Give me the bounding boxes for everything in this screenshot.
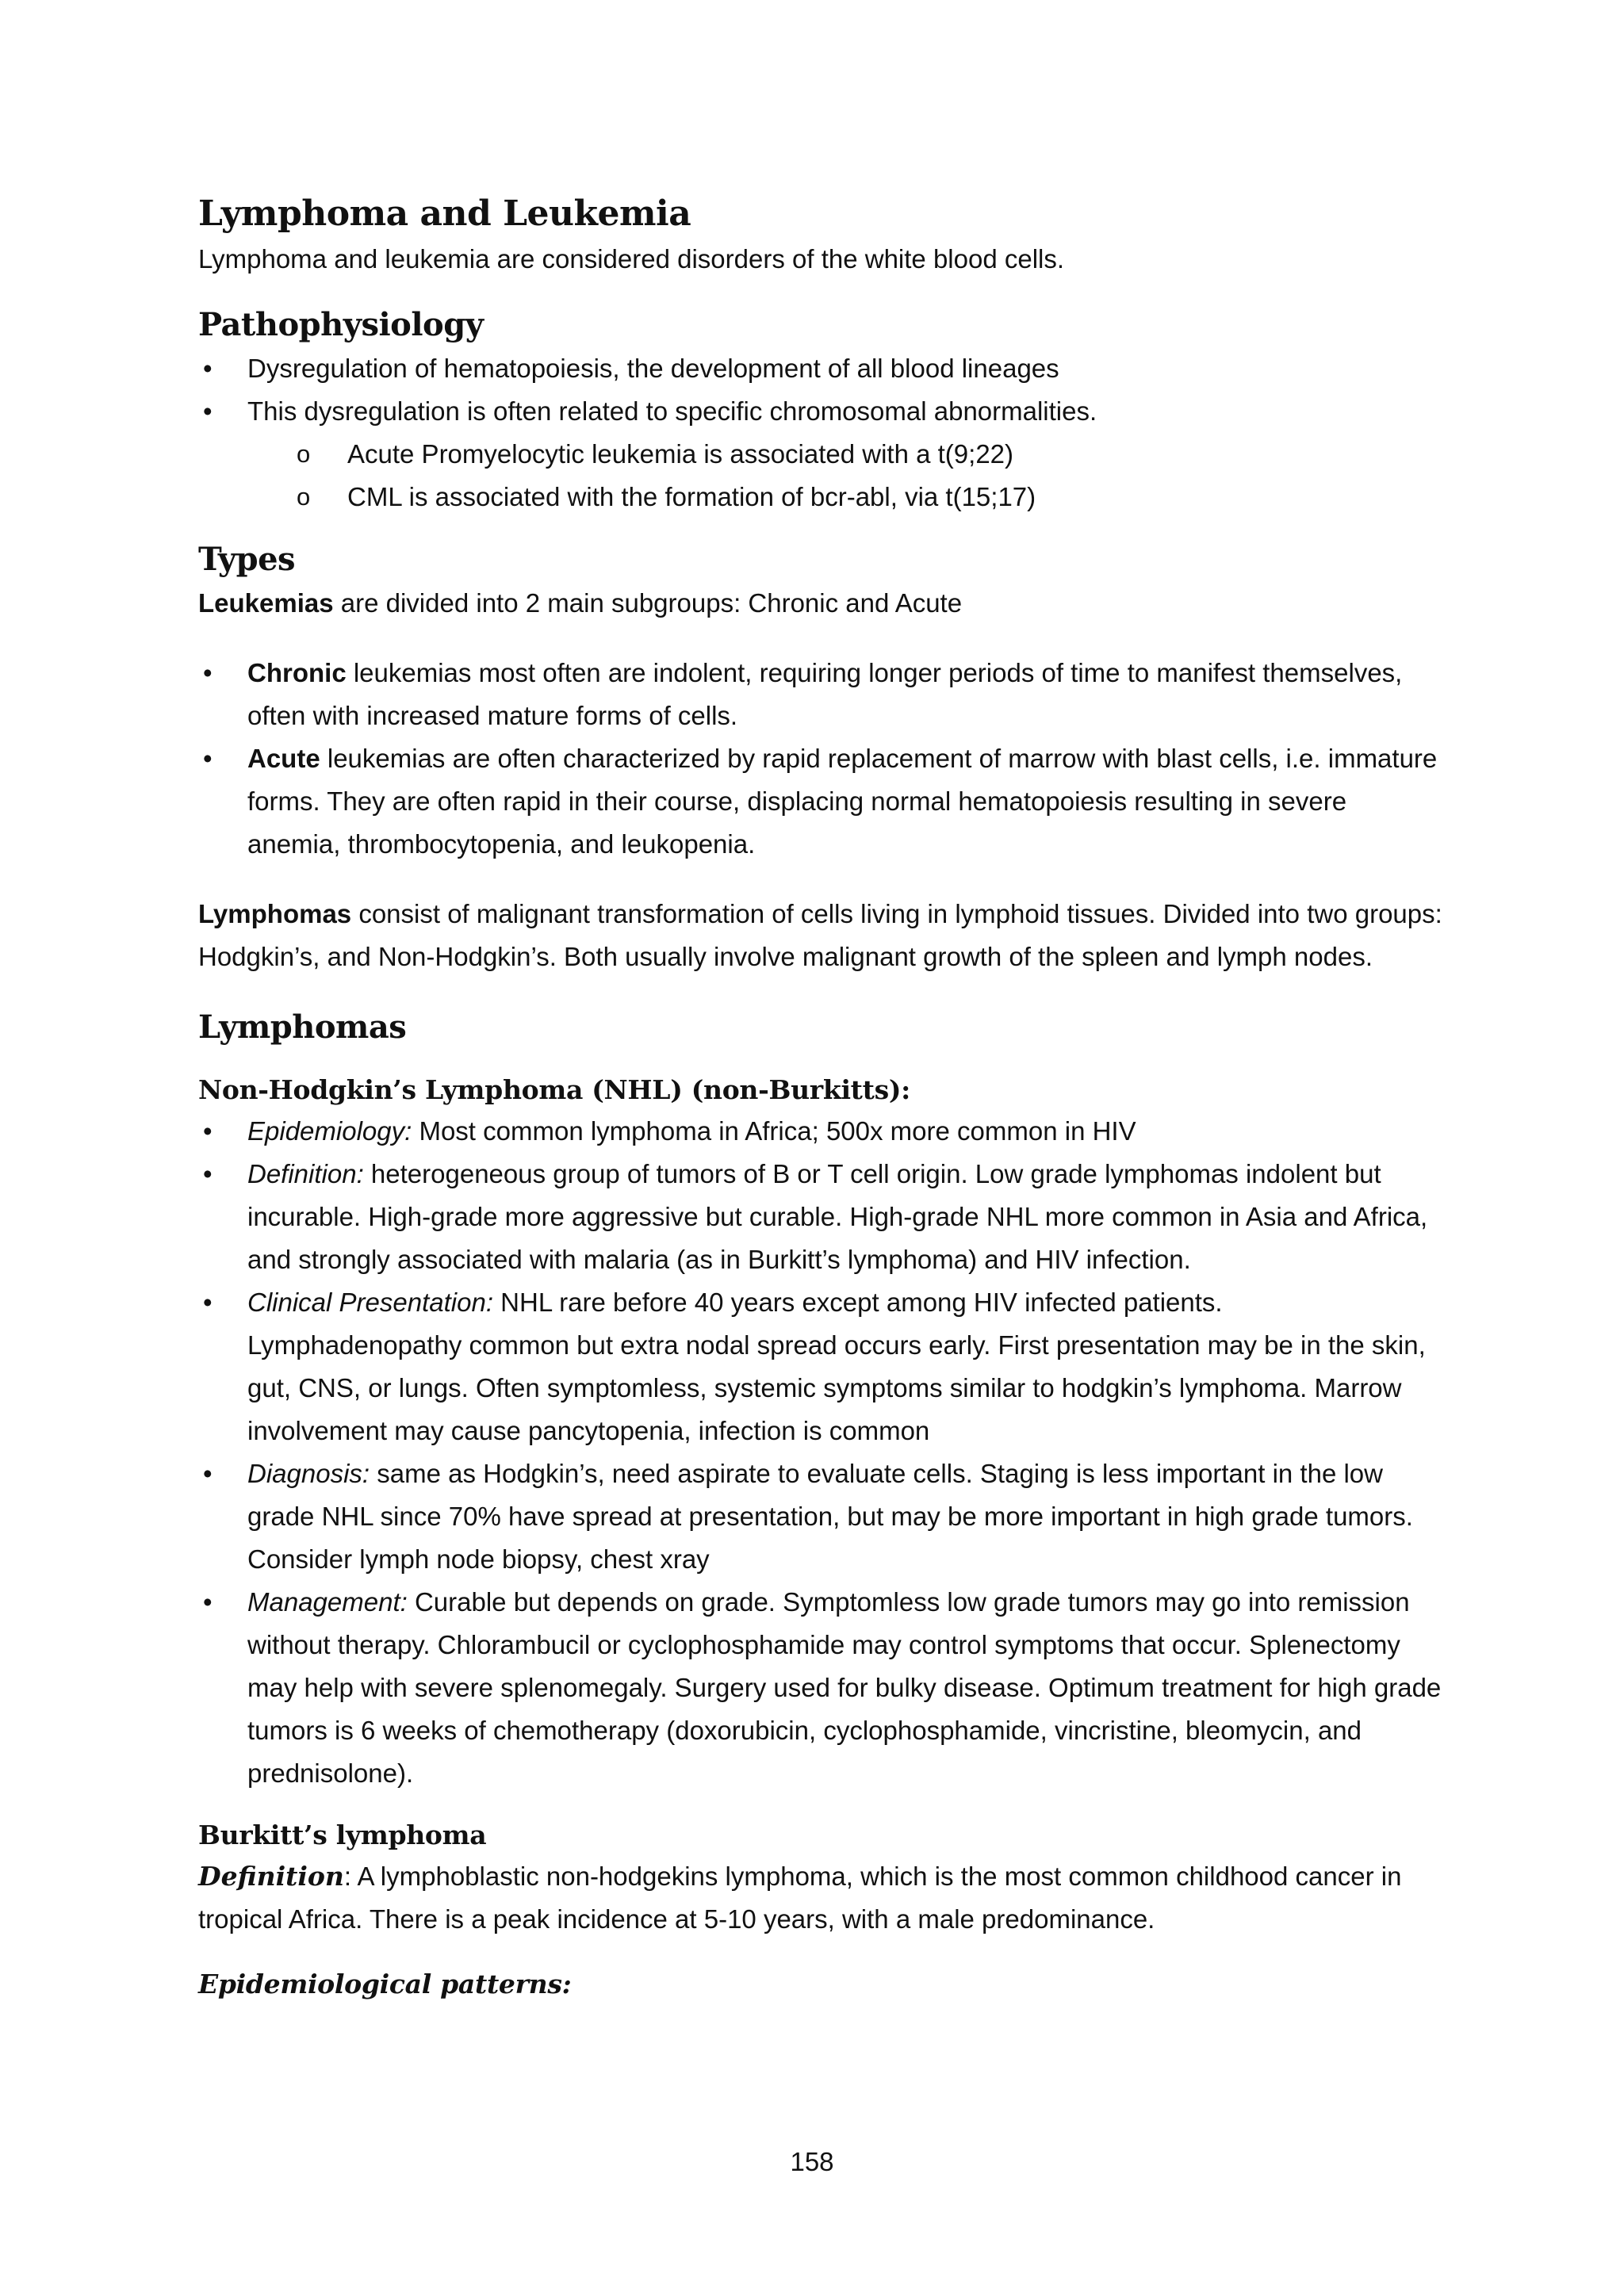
definition-label: Definition: [247,1159,364,1188]
leukemia-types-list [198,652,1443,866]
burkitt-definition-text: : A lymphoblastic non-hodgekins lymphoma, which is the most common childhood cancer in tropical Africa. There is a peak incidence at 5-10 years, with a male predominance. [198,1862,1402,1934]
sub-list-item [198,433,1443,476]
pathophysiology-sublist [198,433,1443,519]
epidemiology-text: Most common lymphoma in Africa; 500x more common in HIV [412,1116,1136,1146]
epidemiology-label: Epidemiology: [247,1116,412,1146]
burkitt-definition-paragraph [198,1855,1443,1941]
lymphomas-term: Lymphomas [198,899,352,928]
list-item [198,1581,1443,1795]
page-title: Lymphoma and Leukemia [198,193,691,234]
list-item [198,1153,1443,1281]
lymphomas-paragraph [198,893,1443,978]
list-item [198,1281,1443,1452]
pathophysiology-list [198,347,1443,433]
pathophysiology-heading: Pathophysiology [198,306,484,343]
acute-text: leukemias are often characterized by rapid replacement of marrow with blast cells, i.e. immature forms. They are often rapid in their course, displacing normal hematopoiesis resulting in severe anemia, thrombocytopenia, and leukopenia. [247,744,1438,859]
epidemiological-patterns-heading: Epidemiological patterns: [198,1969,572,1999]
sub-list-item [198,476,1443,519]
leukemias-paragraph [198,582,1443,625]
sub-bullet-text: Acute Promyelocytic leukemia is associated with a t(9;22) [347,439,1014,469]
chronic-term: Chronic [247,658,347,687]
management-label: Management: [247,1587,408,1617]
leukemias-term: Leukemias [198,588,334,618]
list-item [198,737,1443,866]
diagnosis-text: same as Hodgkin’s, need aspirate to evaluate cells. Staging is less important in the low grade NHL since 70% have spread at presentation, but may be more important in high grade tumors. Consider lymph node biopsy, chest xray [247,1459,1413,1574]
chronic-text: leukemias most often are indolent, requiring longer periods of time to manifest themselves, often with increased mature forms of cells. [247,658,1403,730]
clinical-text: NHL rare before 40 years except among HIV infected patients. Lymphadenopathy common but extra nodal spread occurs early. First presentation may be in the skin, gut, CNS, or lungs. Often symptomless, systemic symptoms similar to hodgkin’s lymphoma. Marrow involvement may cause pancytopenia, infection is common [247,1288,1426,1445]
nhl-heading: Non-Hodgkin’s Lymphoma (NHL) (non-Burkitts): [198,1074,911,1105]
burkitt-definition-label: Definition [198,1861,344,1892]
list-item [198,1452,1443,1581]
clinical-label: Clinical Presentation: [247,1288,493,1317]
sub-bullet-text: CML is associated with the formation of bcr-abl, via t(15;17) [347,482,1036,511]
types-heading: Types [198,541,296,578]
list-item [198,347,1443,390]
bullet-text: Dysregulation of hematopoiesis, the development of all blood lineages [247,354,1059,383]
list-item [198,390,1443,433]
acute-term: Acute [247,744,320,773]
management-text: Curable but depends on grade. Symptomless low grade tumors may go into remission without therapy. Chlorambucil or cyclophosphamide may control symptoms that occur. Splenectomy may help with severe splenomegaly. Surgery used for bulky disease. Optimum treatment for high grade tumors is 6 weeks of chemotherapy (doxorubicin, cyclophosphamide, vincristine, bleomycin, and prednisolone). [247,1587,1442,1788]
definition-text: heterogeneous group of tumors of B or T cell origin. Low grade lymphomas indolent but incurable. High-grade more aggressive but curable. High-grade NHL more common in Asia and Africa, and strongly associated with malaria (as in Burkitt’s lymphoma) and HIV infection. [247,1159,1428,1274]
diagnosis-label: Diagnosis: [247,1459,370,1488]
leukemias-text: are divided into 2 main subgroups: Chronic and Acute [333,588,963,618]
intro-paragraph: Lymphoma and leukemia are considered disorders of the white blood cells. [198,244,1065,274]
list-item [198,1110,1443,1153]
burkitt-heading: Burkitt’s lymphoma [198,1820,487,1850]
page-number: 158 [790,2147,834,2176]
lymphomas-heading: Lymphomas [198,1008,407,1046]
list-item [198,652,1443,737]
bullet-text: This dysregulation is often related to specific chromosomal abnormalities. [247,396,1097,426]
lymphomas-text: consist of malignant transformation of cells living in lymphoid tissues. Divided into two groups: Hodgkin’s, and Non-Hodgkin’s. Both usually involve malignant growth of the spleen and lymph nodes. [198,899,1442,971]
nhl-list [198,1110,1443,1795]
document-page [198,190,1443,2004]
